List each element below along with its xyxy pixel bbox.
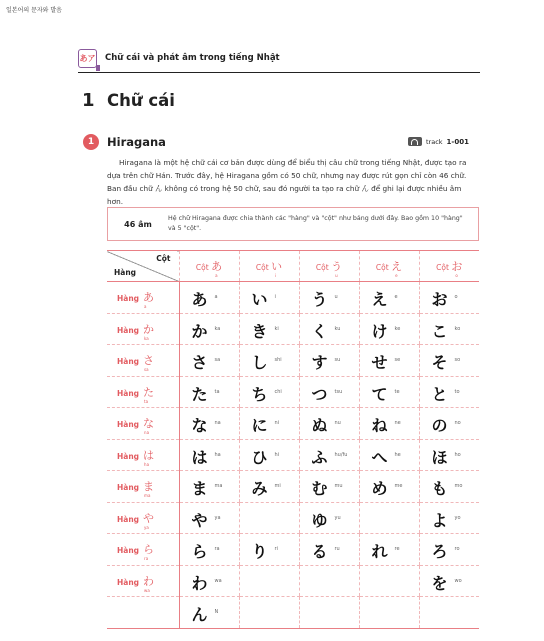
kana-char: つ xyxy=(311,384,328,404)
kana-romaji: ri xyxy=(274,546,278,552)
column-header-label: Cột xyxy=(436,263,452,272)
corner-col-label: Cột xyxy=(156,254,171,263)
kana-char: は xyxy=(191,447,208,467)
table-body xyxy=(107,282,479,629)
kana-cell xyxy=(179,439,239,471)
kana-char: て xyxy=(371,384,388,404)
kana-romaji: wo xyxy=(454,577,462,584)
kana-cell xyxy=(359,565,419,597)
kana-char: に xyxy=(251,416,268,435)
note-label: 46 âm xyxy=(124,219,152,229)
kana-char: ね xyxy=(371,416,388,435)
kana-char: た xyxy=(191,384,208,404)
kana-cell xyxy=(239,408,299,440)
row-header-label: Hàng xyxy=(117,577,140,587)
kana-romaji: na xyxy=(214,420,221,426)
kana-romaji: no xyxy=(454,420,461,426)
kana-char: し xyxy=(251,353,268,372)
row-header-romaji: na xyxy=(144,430,150,436)
kana-cell xyxy=(179,502,239,534)
kana-cell xyxy=(299,313,359,345)
kana-cell xyxy=(359,439,419,471)
row-header-label: Hàng xyxy=(117,514,140,524)
kana-cell xyxy=(299,565,359,597)
kana-char: れ xyxy=(371,542,388,561)
kana-char: ほ xyxy=(431,447,448,467)
running-head: 일본어의 문자와 발음 xyxy=(6,7,62,14)
kana-cell xyxy=(419,408,479,440)
kana-cell xyxy=(179,565,239,597)
kana-char: ぬ xyxy=(311,416,328,435)
note-box xyxy=(107,207,479,241)
table-row xyxy=(107,471,479,503)
column-header-label: Cột xyxy=(315,263,332,272)
column-header-romaji: i xyxy=(275,273,277,278)
kana-cell xyxy=(239,313,299,345)
column-header-label: Cột xyxy=(195,263,212,272)
kana-char: け xyxy=(371,321,388,341)
note-text: Hệ chữ Hiragana được chia thành các "hàng" và "cột" như bảng dưới đây. Bao gồm 10 "hàng" và 5 "cột". xyxy=(168,215,463,232)
kana-char: す xyxy=(311,353,328,372)
track-label: track xyxy=(426,137,443,146)
kana-romaji: N xyxy=(214,609,219,615)
kana-char: あ xyxy=(191,290,208,309)
kana-char: む xyxy=(311,479,328,498)
kana-char: め xyxy=(371,479,388,498)
table-row xyxy=(107,597,479,629)
kana-romaji: ru xyxy=(334,546,340,552)
kana-char: こ xyxy=(431,321,448,341)
kana-char: り xyxy=(251,542,268,561)
row-header-kana: さ sa xyxy=(143,354,155,373)
row-header-kana: は ha xyxy=(143,448,155,467)
row-header-romaji: ka xyxy=(144,335,149,341)
kana-cell xyxy=(239,376,299,408)
kana-cell xyxy=(419,471,479,503)
kana-romaji: yu xyxy=(334,514,341,521)
kana-char: わ xyxy=(191,573,208,593)
kana-romaji: he xyxy=(394,451,401,458)
kana-char: ら xyxy=(191,542,208,561)
column-header-kana: あ a xyxy=(211,260,223,278)
row-header xyxy=(107,282,179,314)
kana-romaji: yo xyxy=(454,514,461,521)
table-row xyxy=(107,534,479,566)
kana-romaji: hu/fu xyxy=(334,451,348,458)
column-header xyxy=(419,251,479,282)
kana-cell xyxy=(299,376,359,408)
kana-cell xyxy=(419,502,479,534)
table-row xyxy=(107,376,479,408)
kana-cell xyxy=(359,471,419,503)
kana-romaji: ya xyxy=(214,514,221,521)
row-header xyxy=(107,597,179,629)
row-header-kana: た ta xyxy=(143,385,155,404)
kana-cell xyxy=(419,534,479,566)
kana-cell xyxy=(179,376,239,408)
column-header-romaji: o xyxy=(455,273,458,278)
kana-char: そ xyxy=(431,353,448,372)
table-row xyxy=(107,282,479,314)
row-header-label: Hàng xyxy=(117,420,140,430)
row-header-label: Hàng xyxy=(117,357,140,367)
chapter-title: Chữ cái và phát âm trong tiếng Nhật xyxy=(105,53,280,63)
column-header-label: Cột xyxy=(375,263,392,272)
row-header-kana: や ya xyxy=(143,511,155,530)
kana-char: え xyxy=(371,290,388,309)
row-header-romaji: sa xyxy=(144,367,149,373)
kana-romaji: so xyxy=(454,357,461,363)
kana-cell xyxy=(299,502,359,534)
row-header xyxy=(107,439,179,471)
kana-cell xyxy=(299,345,359,377)
kana-romaji: i xyxy=(274,294,276,300)
kana-romaji: a xyxy=(214,294,218,300)
row-header-kana: ら ra xyxy=(143,543,155,562)
headphones-icon xyxy=(408,137,422,146)
kana-cell xyxy=(359,597,419,629)
row-header-label: Hàng xyxy=(117,388,140,398)
column-header-label: Cột xyxy=(255,263,272,272)
row-header-kana: ま ma xyxy=(143,480,155,499)
kana-romaji: ra xyxy=(214,546,220,552)
subsection-title: Hiragana xyxy=(107,135,166,149)
row-header-kana: な na xyxy=(143,417,155,436)
row-header-romaji: wa xyxy=(144,587,150,593)
column-header xyxy=(359,251,419,282)
row-header-romaji: ta xyxy=(144,398,149,404)
kana-cell xyxy=(299,597,359,629)
kana-char: る xyxy=(311,542,328,561)
hiragana-table xyxy=(107,250,479,629)
kana-cell xyxy=(419,597,479,629)
kana-romaji: ko xyxy=(454,325,461,332)
kana-cell xyxy=(239,597,299,629)
kana-romaji: to xyxy=(454,388,460,395)
kana-char: ふ xyxy=(311,447,328,467)
kana-cell xyxy=(359,313,419,345)
column-header xyxy=(239,251,299,282)
table-row xyxy=(107,408,479,440)
row-header-romaji: a xyxy=(144,304,147,310)
row-header-label: Hàng xyxy=(117,325,140,335)
kana-romaji: tsu xyxy=(334,388,343,395)
table-row xyxy=(107,345,479,377)
kana-cell xyxy=(179,534,239,566)
track-id: 1-001 xyxy=(446,137,469,146)
kana-char: ま xyxy=(191,479,208,498)
kana-char: ち xyxy=(251,384,268,404)
kana-romaji: ho xyxy=(454,451,461,458)
row-header-label: Hàng xyxy=(117,294,140,304)
kana-cell xyxy=(299,534,359,566)
kana-romaji: ke xyxy=(394,325,401,332)
kana-romaji: me xyxy=(394,483,403,489)
subsection-number: 1 xyxy=(83,134,99,150)
corner-row-label: Hàng xyxy=(114,268,137,277)
kana-cell xyxy=(299,282,359,314)
table-row xyxy=(107,313,479,345)
chapter-header xyxy=(78,44,480,73)
row-header-romaji: ha xyxy=(144,461,150,467)
row-header-label: Hàng xyxy=(117,451,140,461)
column-header-kana: え e xyxy=(391,260,403,278)
table-corner xyxy=(107,251,179,282)
column-header-kana: お o xyxy=(451,260,463,278)
kana-cell xyxy=(419,313,479,345)
kana-romaji: shi xyxy=(274,357,282,363)
section-title: Chữ cái xyxy=(107,91,175,110)
kana-cell xyxy=(179,471,239,503)
kana-cell xyxy=(239,534,299,566)
kana-cell xyxy=(179,282,239,314)
row-header-romaji: ma xyxy=(144,493,151,499)
kana-romaji: ni xyxy=(274,420,280,426)
kana-romaji: ku xyxy=(334,325,341,332)
kana-romaji: ha xyxy=(214,451,221,458)
kana-char: い xyxy=(251,290,268,309)
kana-cell xyxy=(419,439,479,471)
kana-romaji: nu xyxy=(334,420,341,426)
kana-romaji: te xyxy=(394,388,400,395)
row-header xyxy=(107,502,179,534)
table-header-row xyxy=(107,251,479,282)
kana-cell xyxy=(299,471,359,503)
kana-romaji: chi xyxy=(274,388,282,395)
kana-romaji: hi xyxy=(274,451,280,458)
kana-romaji: mo xyxy=(454,483,463,489)
kana-char: も xyxy=(431,479,448,498)
kana-char: ろ xyxy=(431,542,448,561)
row-header xyxy=(107,471,179,503)
section-number: 1 xyxy=(82,90,95,111)
kana-cell xyxy=(359,282,419,314)
intro-paragraph: Hiragana là một hệ chữ cái cơ bản được dùng để biểu thị câu chữ trong tiếng Nhật, được tạo ra dựa trên chữ Hán. Trước đây, hệ Hiragana gồm có 50 chữ, nhưng nay được rút gọn chỉ còn 46 chữ. Ban đầu chữ ん không có trong hệ 50 chữ, sau đó người ta tạo ra chữ ん để ghi lại được nhiều âm hơn. xyxy=(107,158,467,206)
kana-char: へ xyxy=(371,447,388,467)
row-header-kana: あ a xyxy=(143,291,155,310)
kana-char: さ xyxy=(191,353,208,372)
kana-romaji: e xyxy=(394,294,398,300)
kana-char: と xyxy=(431,384,448,404)
kana-romaji: o xyxy=(454,294,458,300)
column-header-kana: う u xyxy=(331,260,343,278)
table-row xyxy=(107,502,479,534)
kana-romaji: mi xyxy=(274,483,281,489)
kana-romaji: ki xyxy=(274,325,279,332)
row-header xyxy=(107,313,179,345)
kana-cell xyxy=(239,282,299,314)
kana-romaji: wa xyxy=(214,577,222,584)
kana-romaji: re xyxy=(394,546,400,552)
column-header-romaji: u xyxy=(335,273,338,278)
kana-romaji: ka xyxy=(214,325,221,332)
kana-cell xyxy=(299,408,359,440)
kana-cell xyxy=(419,345,479,377)
kana-romaji: mu xyxy=(334,483,343,489)
kana-cell xyxy=(359,534,419,566)
kana-cell xyxy=(179,313,239,345)
row-header-label: Hàng xyxy=(117,483,140,493)
kana-char: う xyxy=(311,290,328,309)
kana-romaji: sa xyxy=(214,357,221,363)
kana-cell xyxy=(239,439,299,471)
kana-cell xyxy=(359,345,419,377)
kana-romaji: se xyxy=(394,357,401,363)
row-header-romaji: ya xyxy=(144,524,149,530)
kana-char: な xyxy=(191,416,208,435)
kana-cell xyxy=(299,439,359,471)
kana-romaji: u xyxy=(334,294,338,300)
kana-char: ん xyxy=(191,605,208,624)
kana-cell xyxy=(239,471,299,503)
kana-char: や xyxy=(191,510,208,530)
kana-cell xyxy=(359,376,419,408)
kana-cell xyxy=(419,282,479,314)
column-header-kana: い i xyxy=(271,260,283,278)
kana-char: よ xyxy=(431,510,448,530)
row-header xyxy=(107,565,179,597)
kana-char: お xyxy=(431,290,448,309)
kana-cell xyxy=(239,502,299,534)
kana-cell xyxy=(419,376,479,408)
kana-romaji: su xyxy=(334,357,341,363)
row-header-kana: わ wa xyxy=(143,574,155,593)
kana-romaji: ro xyxy=(454,546,460,552)
kana-char: の xyxy=(431,416,448,435)
table-row xyxy=(107,439,479,471)
kana-cell xyxy=(179,345,239,377)
kana-cell xyxy=(419,565,479,597)
kana-cell xyxy=(239,565,299,597)
kana-char: せ xyxy=(371,353,388,372)
kana-char: く xyxy=(311,321,328,341)
row-header xyxy=(107,534,179,566)
kana-cell xyxy=(179,408,239,440)
row-header xyxy=(107,345,179,377)
column-header-romaji: a xyxy=(215,273,218,278)
audio-track[interactable] xyxy=(408,137,469,146)
kana-cell xyxy=(239,345,299,377)
column-header xyxy=(179,251,239,282)
row-header xyxy=(107,408,179,440)
row-header-romaji: ra xyxy=(144,556,149,562)
kana-char: を xyxy=(431,573,448,593)
row-header-kana: か ka xyxy=(143,322,155,341)
column-header xyxy=(299,251,359,282)
kana-char: ひ xyxy=(251,447,268,467)
kana-char: か xyxy=(191,321,208,341)
column-header-romaji: e xyxy=(395,273,398,278)
kana-cell xyxy=(359,502,419,534)
kana-cell xyxy=(359,408,419,440)
kana-cell xyxy=(179,597,239,629)
row-header-label: Hàng xyxy=(117,546,140,556)
kana-char: き xyxy=(251,321,268,341)
row-header xyxy=(107,376,179,408)
kana-romaji: ma xyxy=(214,483,223,489)
kana-char: ゆ xyxy=(311,510,328,530)
kana-romaji: ta xyxy=(214,388,220,395)
kana-romaji: ne xyxy=(394,420,401,426)
kana-char: み xyxy=(251,479,268,498)
book-icon: あア xyxy=(78,49,97,68)
table-row xyxy=(107,565,479,597)
